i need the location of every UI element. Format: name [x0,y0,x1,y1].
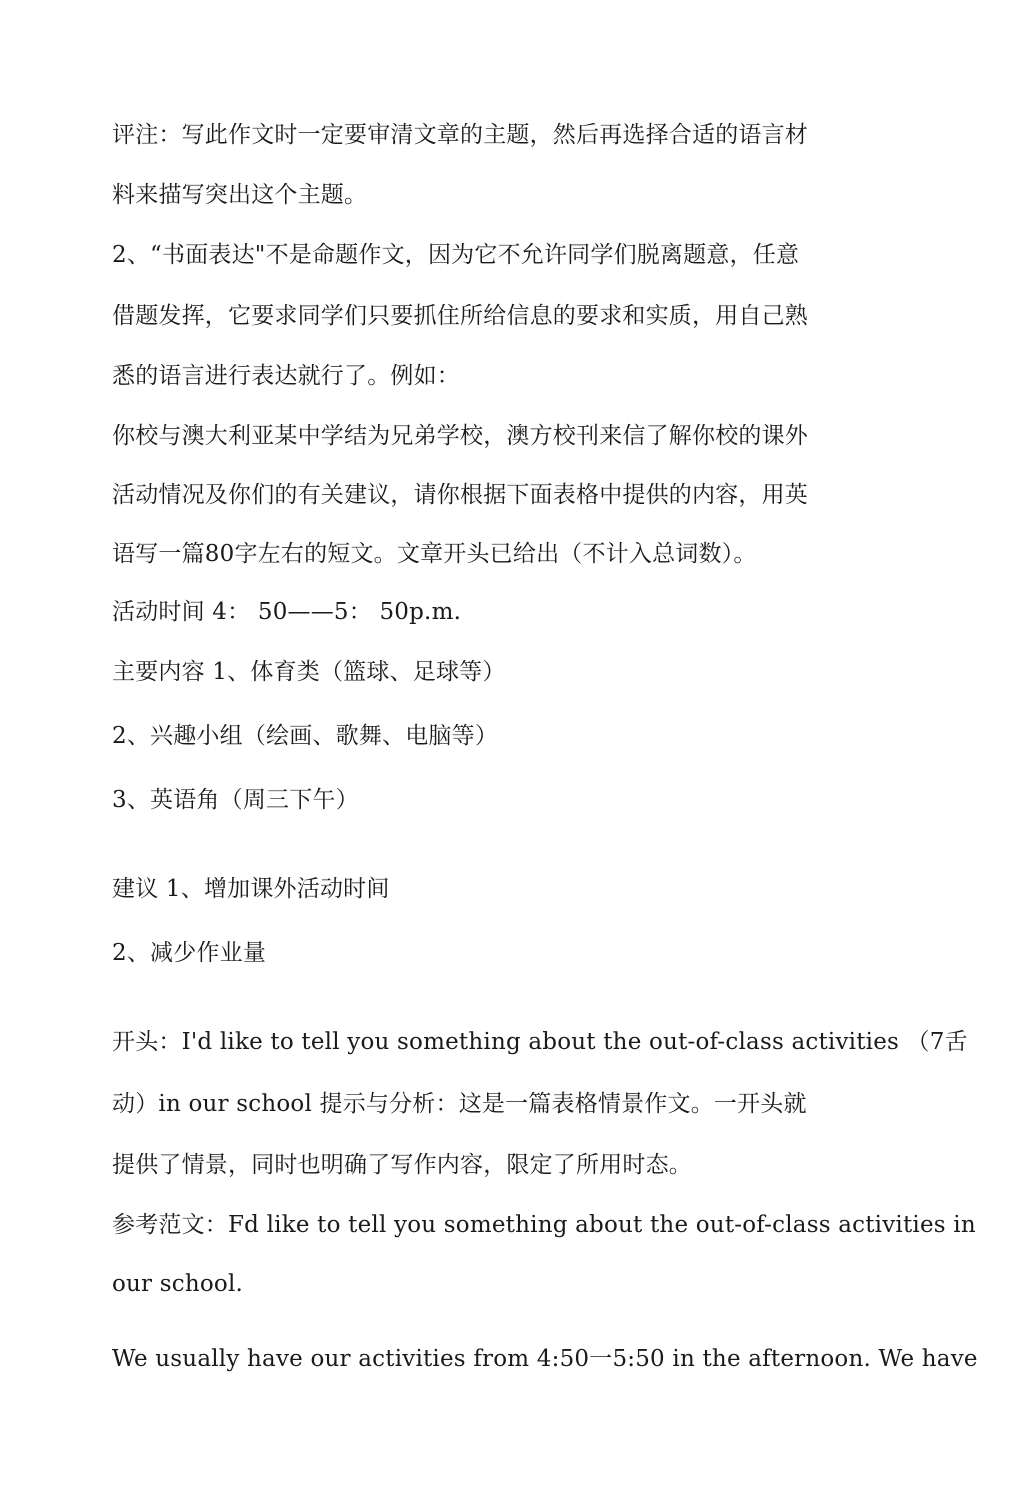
text-line: 语写一篇80字左右的短文。文章开头已给出（不计入总词数）。 [112,541,757,567]
opening-line: 开头：I'd like to tell you something about the out-of-class activities （7舌 [112,1029,968,1055]
main-content-line: 主要内容 1、体育类（篮球、足球等） [112,659,506,685]
content-item-3: 3、英语角（周三下午） [112,787,359,813]
text-line: 料来描写突出这个主题。 [112,182,368,208]
text-line-task: 你校与澳大利亚某中学结为兄弟学校，澳方校刊来信了解你校的课外 [112,423,808,449]
activity-time-line: 活动时间 4： 50——5： 50p.m. [112,599,462,625]
sample-essay-line: 参考范文：Fd like to tell you something about the out-of-class activities in [112,1212,976,1238]
text-line: 提供了情景，同时也明确了写作内容，限定了所用时态。 [112,1152,692,1178]
text-line: 借题发挥，它要求同学们只要抓住所给信息的要求和实质，用自己熟 [112,303,808,329]
text-line: 活动情况及你们的有关建议，请你根据下面表格中提供的内容，用英 [112,482,808,508]
text-line-commentary: 评注：写此作文时一定要审清文章的主题，然后再选择合适的语言材 [112,122,808,148]
suggestion-item-2: 2、减少作业量 [112,940,267,966]
text-line: 动）in our school 提示与分析：这是一篇表格情景作文。一开头就 [112,1091,807,1117]
suggestion-line: 建议 1、增加课外活动时间 [112,876,390,902]
content-item-2: 2、兴趣小组（绘画、歌舞、电脑等） [112,723,499,749]
text-line: 2、“书面表达"不是命题作文，因为它不允许同学们脱离题意，任意 [112,242,800,268]
essay-body-line [112,1344,978,1374]
text-line: our school. [112,1271,244,1297]
text-line: 悉的语言进行表达就行了。例如： [112,363,460,389]
essay-body-text: We usually have our activities from 4:50一5:50 in the afternoon. We have [112,1346,978,1372]
